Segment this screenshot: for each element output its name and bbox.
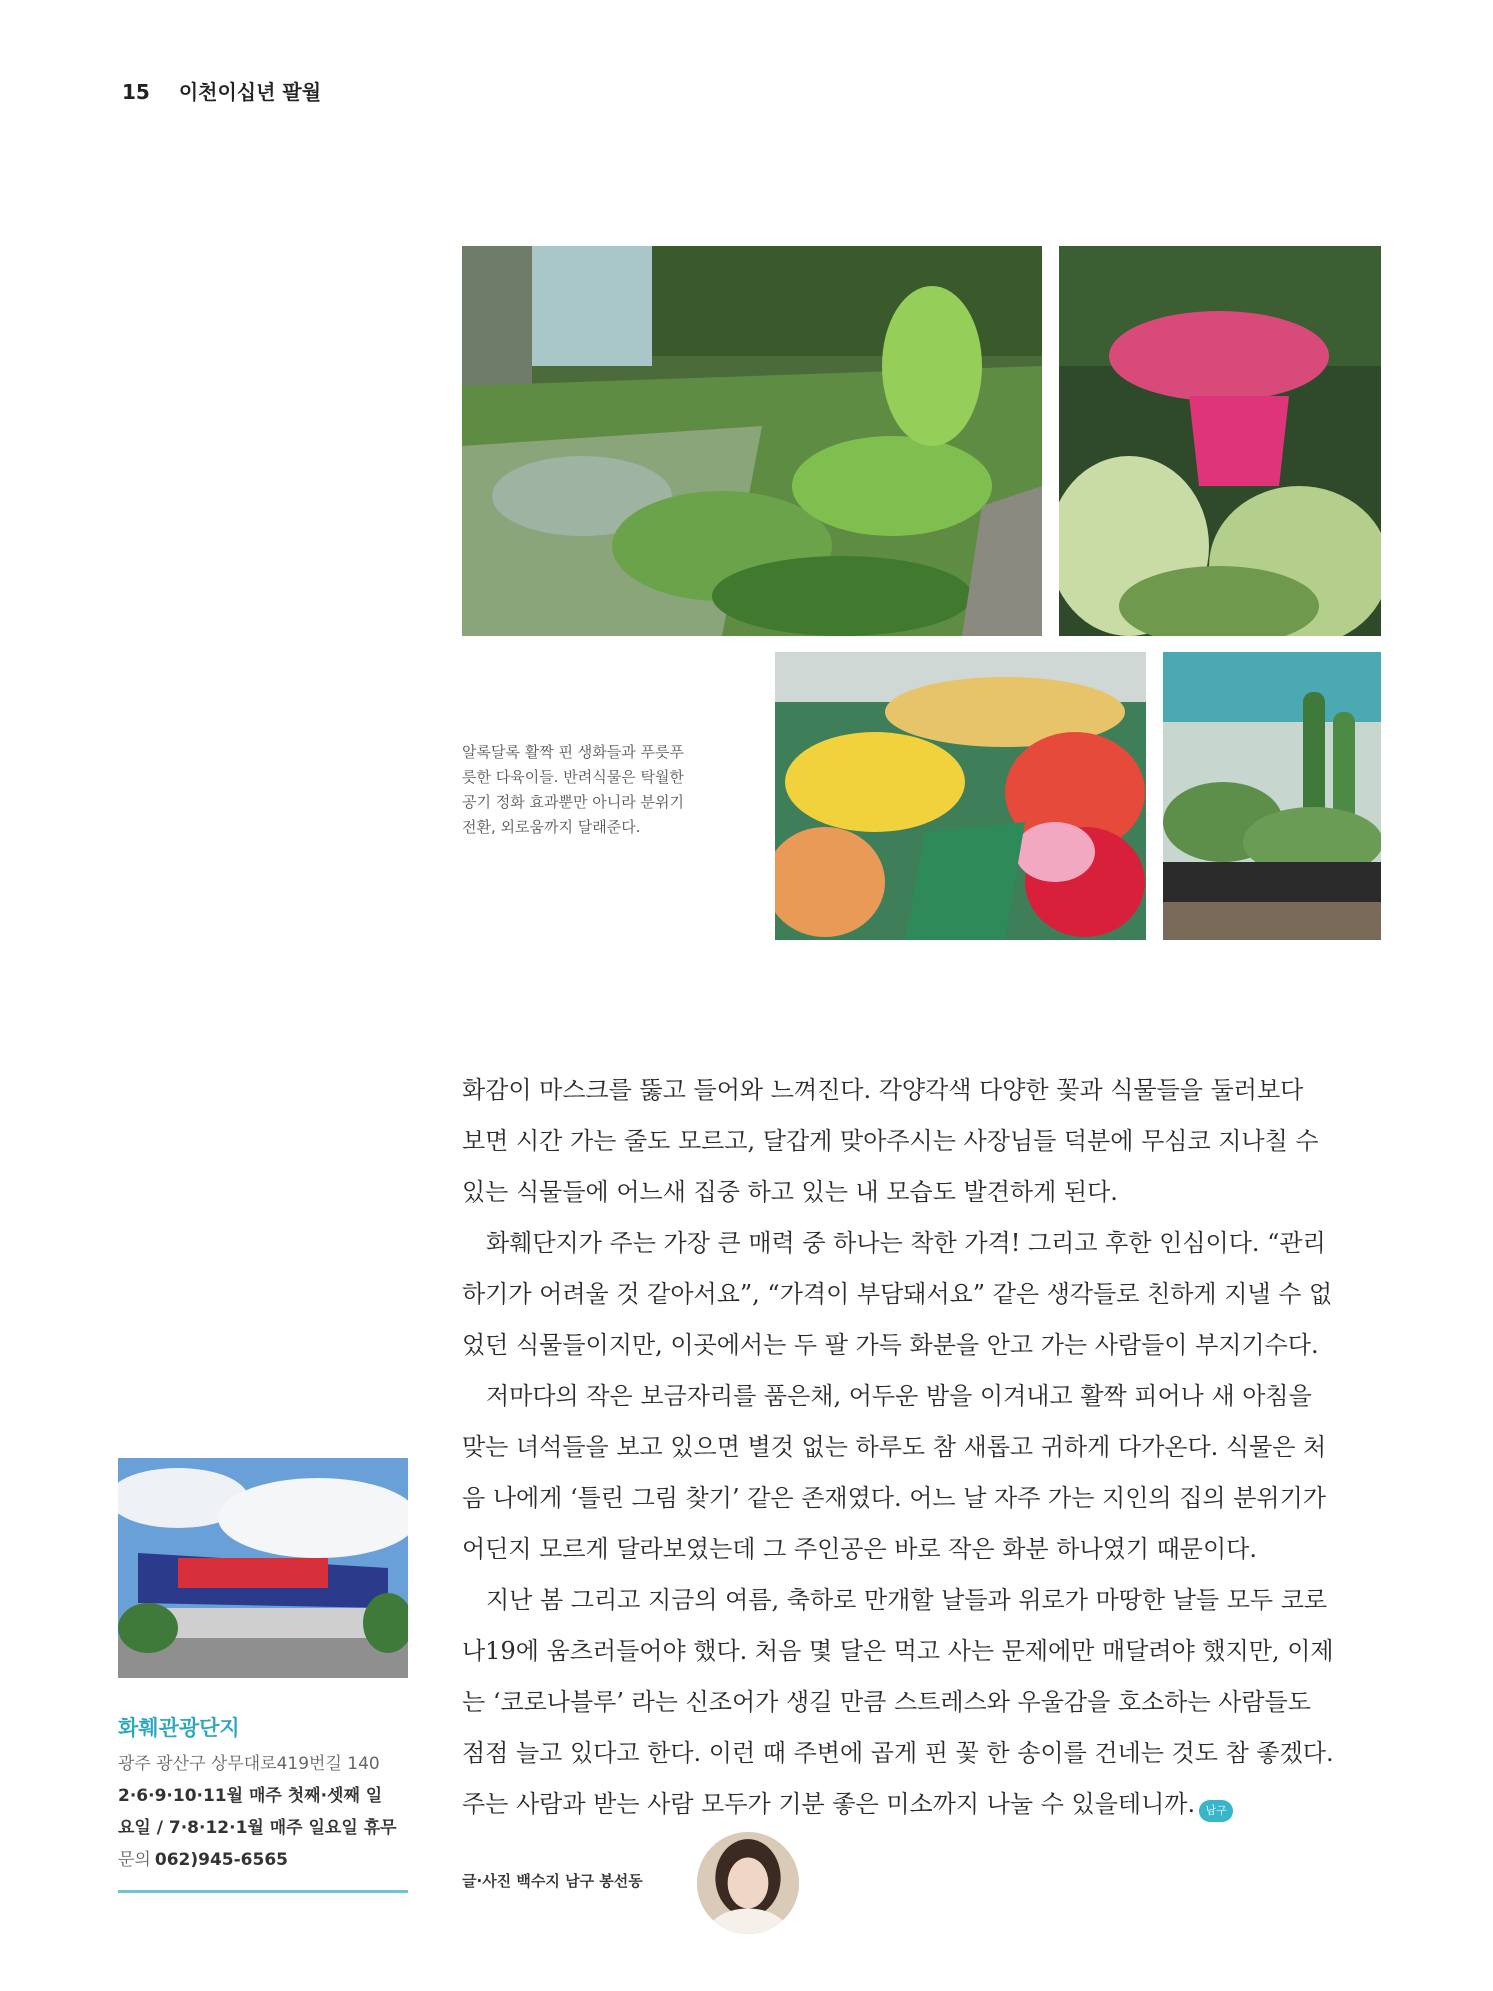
article-line: 점점 늘고 있다고 한다. 이런 때 주변에 곱게 핀 꽃 한 송이를 건네는 것도 참 좋겠다. [462, 1739, 1334, 1767]
photo-plant-market [462, 246, 1042, 636]
article-line: 음 나에게 ‘틀린 그림 찾기’ 같은 존재였다. 어느 날 자주 가는 지인의 집의 분위기가 [462, 1484, 1326, 1512]
article-line: 저마다의 작은 보금자리를 품은채, 어두운 밤을 이겨내고 활짝 피어나 새 아침을 [486, 1382, 1312, 1410]
article-line: 화훼단지가 주는 가장 큰 매력 중 하나는 착한 가격! 그리고 후한 인심이다. “관리 [486, 1229, 1326, 1257]
photo-hanging-flowers [1059, 246, 1381, 636]
venue-address: 광주 광산구 상무대로419번길 140 [118, 1754, 380, 1774]
article-line: 하기가 어려울 것 같아서요”, “가격이 부담돼서요” 같은 생각들로 친하게 지낼 수 없 [462, 1280, 1333, 1308]
photo-caption [462, 740, 742, 840]
venue-info [118, 1712, 408, 1893]
venue-contact [118, 1844, 408, 1876]
article-line: 화감이 마스크를 뚫고 들어와 느껴진다. 각양각색 다양한 꽃과 식물들을 둘러보다 [462, 1076, 1304, 1104]
article-line: 맞는 녀석들을 보고 있으면 별것 없는 하루도 참 새롭고 귀하게 다가온다. 식물은 처 [462, 1433, 1327, 1461]
photo-cacti [1163, 652, 1381, 940]
issue-title: 이천이십년 팔월 [178, 80, 322, 104]
article-body [462, 1065, 1381, 1830]
photo-colorful-flowers [775, 652, 1146, 940]
author-byline: 글·사진 백수지 남구 봉선동 [462, 1872, 643, 1890]
article-line: 보면 시간 가는 줄도 모르고, 달갑게 맞아주시는 사장님들 덕분에 무심코 지나칠 수 [462, 1127, 1319, 1155]
photo-complex-entrance [118, 1458, 408, 1678]
article-line: 지난 봄 그리고 지금의 여름, 축하로 만개할 날들과 위로가 마땅한 날들 모두 코로 [486, 1586, 1328, 1614]
venue-hours-1: 2·6·9·10·11월 매주 첫째·셋째 일 [118, 1786, 383, 1806]
article-last-line [462, 1779, 1381, 1830]
article-line: 었던 식물들이지만, 이곳에서는 두 팔 가득 화분을 안고 가는 사람들이 부지기수다. [462, 1331, 1319, 1359]
contact-label: 문의 [118, 1850, 151, 1870]
article-line: 는 ‘코로나블루’ 라는 신조어가 생길 만큼 스트레스와 우울감을 호소하는 사람들도 [462, 1688, 1311, 1716]
caption-line: 알록달록 활짝 핀 생화들과 푸릇푸 [462, 743, 684, 761]
author-avatar [697, 1832, 799, 1934]
caption-line: 공기 정화 효과뿐만 아니라 분위기 [462, 793, 684, 811]
contact-phone: 062)945-6565 [154, 1850, 288, 1870]
caption-line: 전환, 외로움까지 달래준다. [462, 818, 641, 836]
venue-name: 화훼관광단지 [118, 1716, 240, 1740]
article-line: 주는 사람과 받는 사람 모두가 기분 좋은 미소까지 나눌 수 있을테니까. [462, 1790, 1196, 1818]
venue-hours-2: 요일 / 7·8·12·1월 매주 일요일 휴무 [118, 1818, 397, 1838]
caption-line: 릇한 다육이들. 반려식물은 탁월한 [462, 768, 684, 786]
article-line: 어딘지 모르게 달라보였는데 그 주인공은 바로 작은 화분 하나였기 때문이다. [462, 1535, 1257, 1563]
info-divider [118, 1890, 408, 1893]
page-number: 15 [122, 80, 150, 104]
article-line: 있는 식물들에 어느새 집중 하고 있는 내 모습도 발견하게 된다. [462, 1178, 1118, 1206]
article-line: 나19에 움츠러들어야 했다. 처음 몇 달은 먹고 사는 문제에만 매달려야 했지만, 이제 [462, 1637, 1334, 1665]
page-header [122, 76, 321, 105]
end-badge: 남구 [1199, 1800, 1233, 1822]
